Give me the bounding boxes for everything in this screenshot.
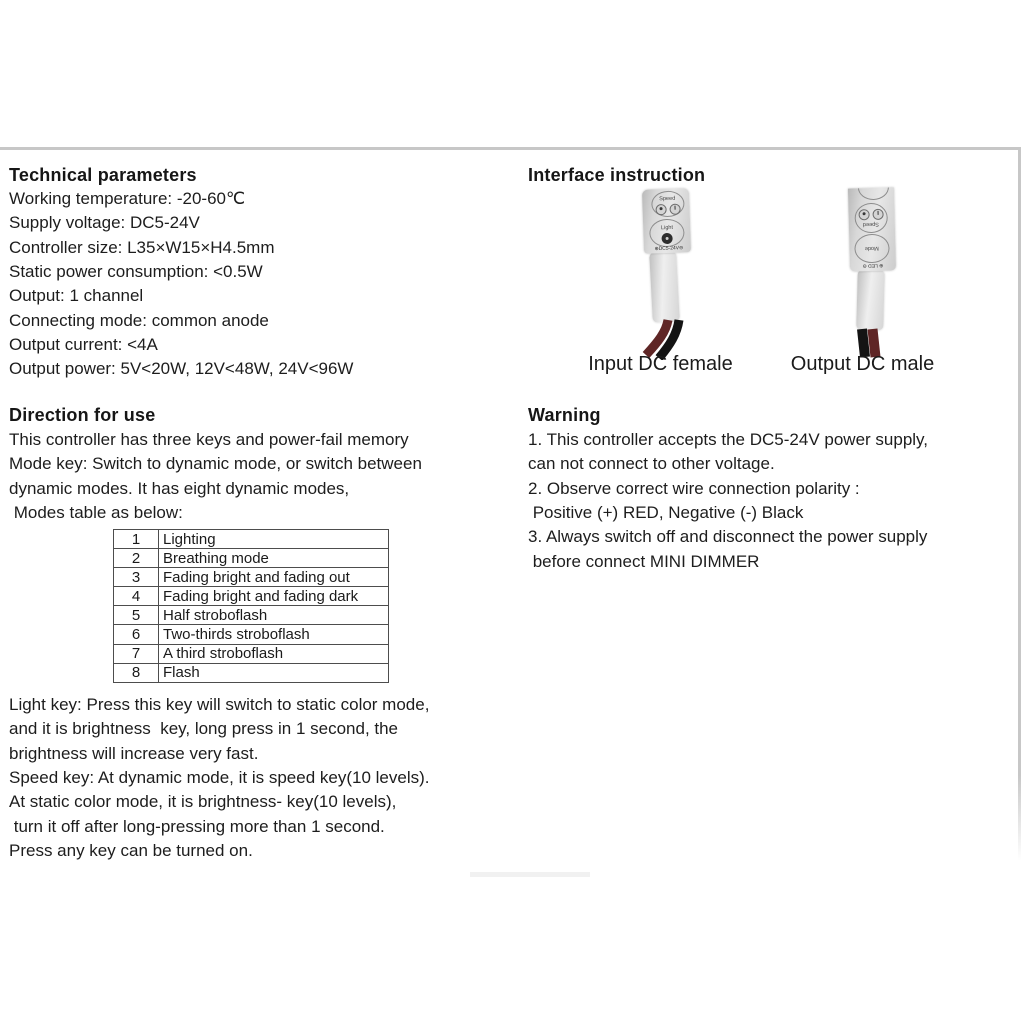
table-row: [114, 549, 389, 568]
mode-number: 7: [114, 644, 159, 663]
speed-button-keys: [858, 208, 883, 220]
text-line: Speed key: At dynamic mode, it is speed key(10 levels).: [9, 768, 430, 788]
text-line: can not connect to other voltage.: [528, 454, 775, 474]
speed-button-keys: [655, 203, 680, 215]
keys-description-text: [9, 693, 429, 863]
dc-female-connector: [649, 251, 680, 322]
text-line: 3. Always switch off and disconnect the power supply: [528, 527, 928, 547]
interface-instruction-heading: Interface instruction: [528, 165, 706, 185]
text-line: Supply voltage: DC5-24V: [9, 213, 200, 233]
table-row: [114, 644, 389, 663]
warning-text: [528, 428, 928, 574]
text-line: Static power consumption: <0.5W: [9, 262, 263, 282]
text-line: Light key: Press this key will switch to static color mode,: [9, 695, 430, 714]
technical-parameters-heading: Technical parameters: [9, 165, 197, 185]
table-row: [114, 568, 389, 587]
mode-label: Flash: [159, 663, 389, 682]
mode-label: Half stroboflash: [159, 606, 389, 625]
speed-button: [854, 203, 888, 234]
text-line: Connecting mode: common anode: [9, 310, 269, 330]
text-line: and it is brightness key, long press in 1 second, the: [9, 719, 399, 739]
text-line: turn it off after long-pressing more than 1 second.: [9, 816, 385, 836]
text-line: At static color mode, it is brightness- key(10 levels),: [9, 792, 397, 812]
mode-label: Fading bright and fading dark: [159, 587, 389, 606]
text-line: Mode key: Switch to dynamic mode, or switch between: [9, 454, 422, 474]
power-tick-icon: [674, 205, 676, 209]
text-line: Positive (+) RED, Negative (-) Black: [528, 503, 804, 523]
speed-button: [651, 190, 685, 217]
table-row: [114, 530, 389, 549]
dot-icon: [862, 212, 865, 215]
text-line: Output current: <4A: [9, 335, 158, 355]
output-device-caption: Output DC male: [790, 353, 935, 375]
mode-number: 3: [114, 568, 159, 587]
text-line: Output: 1 channel: [9, 286, 144, 306]
input-device-caption: Input DC female: [588, 353, 733, 375]
controller-body: [642, 188, 691, 254]
dc-male-connector: [856, 270, 885, 331]
direction-for-use-heading: Direction for use: [9, 405, 156, 425]
text-line: This controller has three keys and power-fail memory: [9, 430, 409, 449]
dynamic-modes-table: [113, 529, 389, 683]
light-button-partial: [858, 187, 890, 200]
direction-for-use-text: [9, 428, 422, 525]
mode-number: 6: [114, 625, 159, 644]
mode-button: [854, 234, 890, 264]
speed-button-label: Speed: [863, 221, 880, 228]
dimmer-icon: [655, 203, 666, 214]
power-icon: [669, 203, 680, 214]
dot-icon: [659, 207, 662, 210]
light-button: [649, 218, 685, 247]
dimmer-icon: [858, 209, 869, 220]
top-divider-line: [0, 147, 1021, 150]
mode-label: Two-thirds stroboflash: [159, 625, 389, 644]
mode-label: Lighting: [159, 530, 389, 549]
led-port-marking: ⊕ LED ⊖: [862, 262, 884, 270]
controller-body: [848, 187, 896, 271]
mode-number: 1: [114, 530, 159, 549]
sun-core-icon: [666, 236, 669, 239]
text-line: Press any key can be turned on.: [9, 841, 253, 861]
table-row: [114, 625, 389, 644]
power-tick-icon: [877, 210, 879, 214]
mode-number: 8: [114, 663, 159, 682]
light-button-label: Light: [660, 223, 673, 230]
speed-button-label: Speed: [659, 194, 676, 202]
mode-label: Breathing mode: [159, 549, 389, 568]
technical-parameters-text: [9, 187, 353, 382]
output-controller-photo: [810, 188, 940, 358]
input-controller-photo: [610, 188, 740, 358]
text-line: Controller size: L35×W15×H4.5mm: [9, 237, 275, 257]
right-divider-line: [1018, 147, 1021, 861]
table-row: [114, 663, 389, 682]
table-row: [114, 587, 389, 606]
text-line: 1. This controller accepts the DC5-24V power supply,: [528, 430, 929, 449]
power-icon: [872, 208, 883, 219]
table-row: [114, 606, 389, 625]
text-line: before connect MINI DIMMER: [528, 551, 760, 571]
mode-label: A third stroboflash: [159, 644, 389, 663]
faint-watermark: [470, 872, 590, 877]
text-line: Working temperature: -20-60℃: [9, 189, 246, 208]
text-line: Modes table as below:: [9, 503, 183, 523]
warning-heading: Warning: [528, 405, 601, 425]
dc-port-marking: ⊕DC5-24V⊖: [654, 244, 684, 252]
mode-label: Fading bright and fading out: [159, 568, 389, 587]
mode-number: 5: [114, 606, 159, 625]
mode-button-label: Mode: [864, 245, 880, 253]
brightness-icon: [661, 232, 672, 243]
text-line: dynamic modes. It has eight dynamic modes,: [9, 478, 350, 498]
text-line: 2. Observe correct wire connection polarity :: [528, 478, 860, 498]
mode-number: 4: [114, 587, 159, 606]
text-line: brightness will increase very fast.: [9, 743, 259, 763]
mode-number: 2: [114, 549, 159, 568]
text-line: Output power: 5V<20W, 12V<48W, 24V<96W: [9, 359, 354, 379]
